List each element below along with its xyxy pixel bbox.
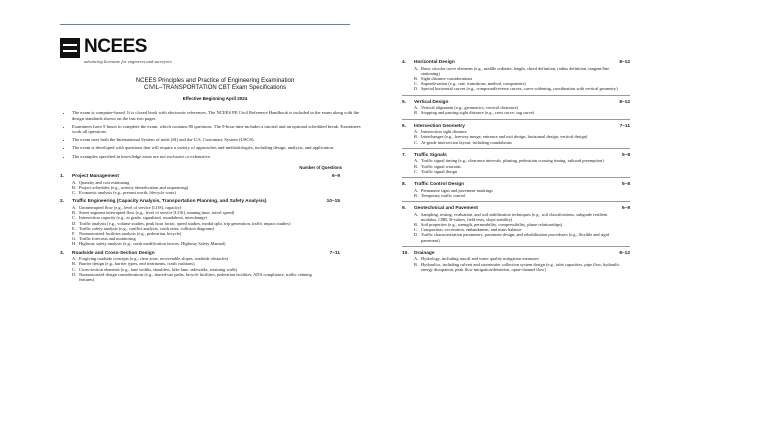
subtopic-letter: G. (72, 236, 77, 242)
subtopic-item (402, 212, 630, 222)
subtopic-letter: D. (72, 220, 77, 226)
bullet-item: • The examples specified in knowledge areas are not exclusive or exhaustive. (72, 154, 370, 160)
section-divider (402, 148, 630, 149)
section-number: 4. (402, 60, 407, 65)
question-range: 8–12 (619, 60, 630, 65)
logo-tagline: advancing licensure for engineers and surveyors (84, 59, 172, 64)
question-range: 8–12 (619, 99, 630, 105)
subtopic-text: Basic circular curve elements (e.g., middle ordinate, length, chord definition, radius definition, tangent/line stationing) (421, 65, 610, 76)
section-name: Project Management (72, 174, 119, 180)
section-number: 8. (402, 182, 407, 188)
top-rule (60, 24, 350, 25)
subtopic-text: Quantity and cost estimating (79, 179, 130, 185)
subtopic-text: Barrier design (e.g., barrier types, end treatments, crash cushions) (79, 261, 195, 267)
section-name: Intersection Geometry (414, 123, 465, 129)
subtopic-text: Temporary traffic control (421, 192, 466, 198)
subtopic-text: Compaction, excavation, embankment, and mass balance (421, 227, 522, 233)
question-range: 5–8 (621, 182, 630, 188)
question-range: 7–11 (619, 123, 630, 129)
subtopic-text: Traffic forecasts and monitoring (79, 236, 136, 242)
subtopic-item (402, 262, 630, 272)
subtopic-letter: A. (414, 211, 419, 217)
subtopic-letter: A. (72, 204, 77, 210)
subtopic-text: Nonmotorized design considerations (e.g., shared-use paths, bicycle facilities, pedestrian facilities, ADA compliance, traffic calming features) (79, 271, 312, 282)
question-range: 10–15 (326, 199, 340, 205)
subtopic-item (402, 86, 630, 91)
section-number: 9. (402, 206, 407, 212)
subtopic-item (402, 169, 630, 174)
subtopic-text: Nonmotorized facilities analysis (e.g., pedestrian, bicycle) (79, 230, 182, 236)
section-name: Traffic Control Design (414, 182, 465, 188)
section-number: 2. (60, 199, 65, 205)
subtopic-letter: H. (72, 241, 77, 247)
section-number: 5. (402, 99, 407, 105)
subtopic-letter: D. (414, 86, 419, 92)
subtopic-letter: B. (414, 110, 419, 116)
subtopic-letter: C. (414, 168, 419, 174)
subtopic-letter: C. (414, 139, 419, 145)
page-right (402, 56, 630, 272)
subtopic-letter: F. (72, 230, 76, 236)
question-range: 8–12 (619, 250, 630, 256)
question-range: 6–9 (331, 174, 340, 180)
section-name: Vertical Design (414, 99, 449, 105)
subtopic-letter: B. (414, 134, 419, 140)
subtopic-letter: B. (414, 76, 419, 81)
subtopic-item (60, 241, 370, 246)
question-range: 6–9 (621, 206, 630, 212)
subtopic-text: Street segment interrupted flow (e.g., level of service [LOS], running time, travel speed) (79, 210, 235, 216)
ncees-mark-icon (60, 38, 80, 58)
subtopic-item (402, 66, 630, 76)
subtopic-letter: A. (414, 187, 419, 193)
title-line-1: NCEES Principles and Practice of Engineering Examination (135, 78, 295, 84)
title-line-2: CIVIL–TRANSPORTATION CBT Exam Specifications (144, 85, 286, 91)
section-name: Roadside and Cross-Section Design (72, 250, 155, 256)
subtopic-text: Hydrology, including runoff and water quality mitigation measures (421, 256, 539, 262)
ncees-logo (60, 38, 370, 58)
subtopic-letter: B. (72, 210, 77, 216)
subtopic-text: Superelevation (e.g., rate, transitions, method, components) (421, 81, 526, 87)
subtopic-text: Traffic signal design (421, 168, 458, 174)
section-divider (402, 119, 630, 120)
bullet-item: • The exam uses both the International System of units (SI) and the U.S. Customary System (USCS). (72, 137, 370, 143)
subtopic-text: Traffic signal warrants (421, 163, 461, 169)
section-name: Drainage (414, 250, 435, 256)
subtopic-letter: C. (72, 215, 77, 221)
subtopic-item (402, 140, 630, 145)
intro-bullets (60, 110, 370, 159)
page-left (60, 38, 370, 282)
subtopic-letter: A. (72, 256, 77, 262)
left-sections (60, 174, 370, 282)
question-range: 7–11 (329, 250, 340, 256)
section-number: 3. (60, 250, 65, 256)
subtopic-letter: B. (72, 261, 77, 267)
logo-text: NCEES (84, 36, 147, 57)
section-divider (402, 177, 630, 178)
subtopic-letter: A. (414, 256, 419, 262)
document-title (60, 78, 370, 102)
section-name: Traffic Signals (414, 152, 447, 158)
subtopic-letter: B. (414, 192, 419, 198)
subtopic-item (402, 232, 630, 242)
subtopic-text: Traffic analysis (e.g., volume studies, peak hour factor, speed studies, modal split, trip generation, traffic impact studies) (79, 220, 291, 226)
section-name: Geotechnical and Pavement (414, 206, 478, 212)
right-sections (402, 60, 630, 272)
subtopic-letter: B. (414, 222, 419, 228)
subtopic-letter: C. (72, 190, 77, 196)
subtopic-letter: A. (414, 105, 419, 111)
bullet-item: • Examinees have 9 hours to complete the exam, which contains 80 questions. The 9-hour time includes a tutorial and an optional scheduled break. Examinees work all questions. (72, 124, 370, 135)
subtopic-text: Forgiving roadside concepts (e.g., clear zone, recoverable slopes, roadside obstacles) (79, 256, 229, 262)
subtopic-text: At-grade intersection layout, including roundabouts (421, 139, 512, 145)
subtopic-letter: E. (72, 225, 76, 231)
section-divider (402, 95, 630, 96)
subtopic-item (60, 272, 370, 282)
subtopic-letter: D. (414, 232, 419, 238)
section-divider (402, 201, 630, 202)
subtopic-letter: B. (72, 184, 77, 190)
subtopic-text: Interchanges (e.g., freeway merge, entrance and exit design, horizontal design, vertical design) (421, 134, 588, 140)
subtopic-letter: A. (72, 179, 77, 185)
subtopic-text: Traffic characterization parameters, pavement design, and rehabilitation procedures (e.g., flexible and rigid pavement) (421, 232, 609, 243)
subtopic-letter: C. (414, 81, 419, 87)
subtopic-text: Highway safety analysis (e.g., crash modification factors, Highway Safety Manual) (79, 241, 226, 247)
subtopic-text: Project schedules (e.g., activity identification and sequencing) (79, 184, 189, 190)
subtopic-text: Traffic signal timing (e.g., clearance intervals, phasing, pedestrian crossing timing, railroad preemption) (421, 158, 604, 164)
section-divider (402, 246, 630, 247)
number-of-questions-header: Number of Questions (299, 165, 342, 171)
question-range: 5–8 (621, 152, 630, 158)
subtopic-letter: B. (414, 261, 419, 267)
bullet-item: • The exam is computer-based. It is closed book with electronic references. The NCEES PE Civil Reference Handbook is included in the exam along with the design standards shown on the last two pages. (72, 110, 370, 121)
subtopic-letter: C. (414, 227, 419, 233)
section-number: 6. (402, 123, 407, 129)
section-name: Traffic Engineering (Capacity Analysis, Transportation Planning, and Safety Analysis) (72, 199, 267, 205)
subtopic-text: Sampling, testing, evaluation, and soil stabilization techniques (e.g., soil classifications, subgrade resilient modulus, CBR, R-values, field tests, slope stability) (421, 211, 608, 222)
subtopic-text: Vertical alignment (e.g., geometrics, vertical clearance) (421, 105, 519, 111)
subtopic-text: Special horizontal curves (e.g., compound/reverse curves, curve widening, coordination with vertical geometry) (421, 86, 618, 92)
section-number: 1. (60, 174, 65, 180)
section-number: 10. (402, 250, 409, 256)
subtopic-text: Permanent signs and pavement markings (421, 187, 493, 193)
subtopic-item (402, 193, 630, 198)
subtopic-letter: A. (414, 129, 419, 135)
subtopic-text: Intersection sight distance (421, 129, 467, 135)
subtopic-letter: D. (72, 271, 77, 277)
subtopic-text: Stopping and passing sight distance (e.g., crest curve, sag curve) (421, 110, 535, 116)
subtopic-text: Economic analysis (e.g., present worth, lifecycle costs) (79, 190, 176, 196)
subtopic-text: Traffic safety analysis (e.g., conflict analysis, crash rates, collision diagrams) (79, 225, 215, 231)
bullet-item: • The exam is developed with questions that will require a variety of approaches and methodologies, including design, analysis, and application. (72, 145, 370, 151)
subtopic-letter: B. (414, 163, 419, 169)
subtopic-item (60, 190, 370, 195)
subtopic-text: Soil properties (e.g., strength, permeability, compressibility, phase relationships) (421, 222, 563, 228)
effective-date: Effective Beginning April 2024 (182, 96, 248, 101)
subtopic-item (402, 110, 630, 115)
section-number: 7. (402, 152, 407, 158)
section-name: Horizontal Design (414, 60, 455, 65)
subtopic-text: Uninterrupted flow (e.g., level of service [LOS], capacity) (79, 204, 182, 210)
subtopic-letter: C. (72, 266, 77, 272)
subtopic-text: Cross-section elements (e.g., lane widths, shoulders, bike lane, sidewalks, retaining walls) (79, 266, 238, 272)
subtopic-text: Intersection capacity (e.g., at grade, signalized, roundabout, interchange) (79, 215, 207, 221)
subtopic-text: Hydraulics, including culvert and stormwater collection system design (e.g., inlet capacities, pipe flow, hydraulic energy dissipation, peak flow mitigation/detention, open-channel flow) (421, 261, 620, 272)
subtopic-letter: A. (414, 158, 419, 164)
subtopic-letter: A. (414, 65, 419, 71)
subtopic-text: Sight distance considerations (421, 76, 473, 81)
